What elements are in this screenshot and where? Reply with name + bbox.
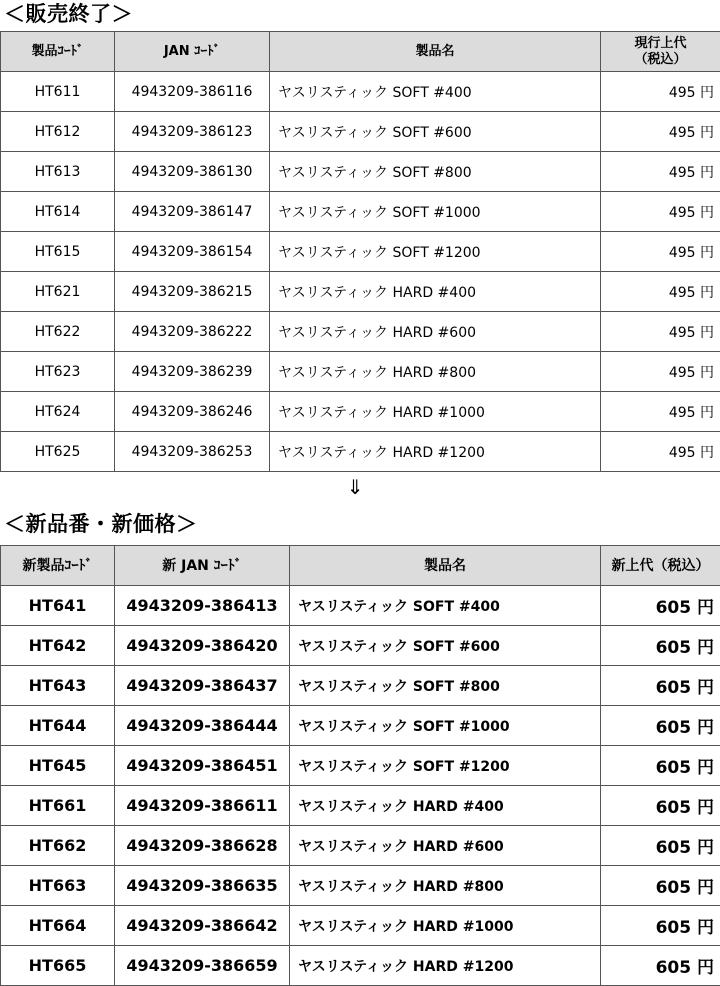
- jan-code-cell: 4943209-386147: [115, 192, 270, 232]
- product-name-cell: ヤスリスティック SOFT #400: [270, 72, 601, 112]
- product-code-cell: HT622: [1, 312, 115, 352]
- header-product-name: 製品名: [270, 32, 601, 72]
- table-row: [1, 706, 720, 746]
- product-name-cell: ヤスリスティック HARD #400: [270, 272, 601, 312]
- price-cell: 495 円: [601, 192, 720, 232]
- product-name-cell: ヤスリスティック HARD #1200: [290, 946, 601, 986]
- price-cell: 495 円: [601, 232, 720, 272]
- jan-code-cell: 4943209-386239: [115, 352, 270, 392]
- product-code-cell: HT644: [1, 706, 115, 746]
- product-code-cell: HT664: [1, 906, 115, 946]
- header-product-code: 製品ｺｰﾄﾞ: [1, 32, 115, 72]
- product-name-cell: ヤスリスティック HARD #1200: [270, 432, 601, 472]
- price-cell: 495 円: [601, 352, 720, 392]
- price-cell: 605 円: [601, 786, 720, 826]
- header-current-price: [601, 32, 720, 72]
- price-cell: 495 円: [601, 112, 720, 152]
- product-name-cell: ヤスリスティック HARD #800: [270, 352, 601, 392]
- jan-code-cell: 4943209-386628: [115, 826, 290, 866]
- discontinued-section-title: ＜販売終了＞: [4, 1, 133, 27]
- price-cell: 495 円: [601, 432, 720, 472]
- jan-code-cell: 4943209-386635: [115, 866, 290, 906]
- jan-code-cell: 4943209-386444: [115, 706, 290, 746]
- product-code-cell: HT615: [1, 232, 115, 272]
- jan-code-cell: 4943209-386420: [115, 626, 290, 666]
- table-row: [1, 946, 720, 986]
- price-cell: 495 円: [601, 392, 720, 432]
- table-row: [1, 112, 720, 152]
- price-cell: 605 円: [601, 826, 720, 866]
- price-cell: 605 円: [601, 946, 720, 986]
- product-name-cell: ヤスリスティック SOFT #800: [270, 152, 601, 192]
- header-new-jan-code: 新 JAN ｺｰﾄﾞ: [115, 546, 290, 586]
- product-code-cell: HT611: [1, 72, 115, 112]
- price-cell: 605 円: [601, 746, 720, 786]
- jan-code-cell: 4943209-386642: [115, 906, 290, 946]
- table-row: [1, 626, 720, 666]
- product-name-cell: ヤスリスティック SOFT #400: [290, 586, 601, 626]
- product-code-cell: HT625: [1, 432, 115, 472]
- jan-code-cell: 4943209-386246: [115, 392, 270, 432]
- product-code-cell: HT662: [1, 826, 115, 866]
- product-name-cell: ヤスリスティック SOFT #1000: [290, 706, 601, 746]
- price-cell: 605 円: [601, 586, 720, 626]
- table-row: [1, 432, 720, 472]
- jan-code-cell: 4943209-386253: [115, 432, 270, 472]
- product-name-cell: ヤスリスティック HARD #400: [290, 786, 601, 826]
- product-name-cell: ヤスリスティック SOFT #1200: [290, 746, 601, 786]
- product-code-cell: HT621: [1, 272, 115, 312]
- product-code-cell: HT645: [1, 746, 115, 786]
- product-code-cell: HT623: [1, 352, 115, 392]
- product-code-cell: HT613: [1, 152, 115, 192]
- jan-code-cell: 4943209-386659: [115, 946, 290, 986]
- table-header-row: [1, 546, 720, 586]
- jan-code-cell: 4943209-386123: [115, 112, 270, 152]
- price-cell: 495 円: [601, 312, 720, 352]
- new-products-section-title: ＜新品番・新価格＞: [4, 511, 198, 537]
- table-row: [1, 666, 720, 706]
- header-product-name: 製品名: [290, 546, 601, 586]
- product-name-cell: ヤスリスティック SOFT #800: [290, 666, 601, 706]
- jan-code-cell: 4943209-386611: [115, 786, 290, 826]
- table-row: [1, 352, 720, 392]
- table-row: [1, 866, 720, 906]
- product-code-cell: HT641: [1, 586, 115, 626]
- product-name-cell: ヤスリスティック SOFT #1200: [270, 232, 601, 272]
- product-name-cell: ヤスリスティック SOFT #600: [290, 626, 601, 666]
- table-row: [1, 152, 720, 192]
- jan-code-cell: 4943209-386451: [115, 746, 290, 786]
- jan-code-cell: 4943209-386116: [115, 72, 270, 112]
- header-jan-code: JAN ｺｰﾄﾞ: [115, 32, 270, 72]
- product-name-cell: ヤスリスティック HARD #600: [270, 312, 601, 352]
- table-row: [1, 746, 720, 786]
- table-row: [1, 72, 720, 112]
- price-cell: 605 円: [601, 666, 720, 706]
- table-row: [1, 586, 720, 626]
- table-row: [1, 826, 720, 866]
- jan-code-cell: 4943209-386130: [115, 152, 270, 192]
- product-name-cell: ヤスリスティック SOFT #1000: [270, 192, 601, 232]
- jan-code-cell: 4943209-386222: [115, 312, 270, 352]
- table-row: [1, 192, 720, 232]
- new-products-table: [0, 545, 720, 986]
- product-name-cell: ヤスリスティック HARD #800: [290, 866, 601, 906]
- table-row: [1, 786, 720, 826]
- price-cell: 495 円: [601, 72, 720, 112]
- jan-code-cell: 4943209-386215: [115, 272, 270, 312]
- price-cell: 605 円: [601, 906, 720, 946]
- product-name-cell: ヤスリスティック HARD #1000: [270, 392, 601, 432]
- product-code-cell: HT665: [1, 946, 115, 986]
- price-cell: 495 円: [601, 272, 720, 312]
- price-cell: 605 円: [601, 706, 720, 746]
- product-code-cell: HT663: [1, 866, 115, 906]
- price-cell: 605 円: [601, 626, 720, 666]
- product-code-cell: HT614: [1, 192, 115, 232]
- jan-code-cell: 4943209-386437: [115, 666, 290, 706]
- price-cell: 605 円: [601, 866, 720, 906]
- table-row: [1, 272, 720, 312]
- table-row: [1, 906, 720, 946]
- table-header-row: [1, 32, 720, 72]
- header-current-price-line2: （税込）: [634, 52, 686, 67]
- table-row: [1, 232, 720, 272]
- product-code-cell: HT624: [1, 392, 115, 432]
- price-cell: 495 円: [601, 152, 720, 192]
- product-name-cell: ヤスリスティック HARD #1000: [290, 906, 601, 946]
- product-code-cell: HT612: [1, 112, 115, 152]
- jan-code-cell: 4943209-386154: [115, 232, 270, 272]
- header-current-price-line1: 現行上代: [634, 36, 686, 51]
- product-code-cell: HT642: [1, 626, 115, 666]
- table-row: [1, 392, 720, 432]
- table-row: [1, 312, 720, 352]
- jan-code-cell: 4943209-386413: [115, 586, 290, 626]
- product-code-cell: HT661: [1, 786, 115, 826]
- product-name-cell: ヤスリスティック SOFT #600: [270, 112, 601, 152]
- header-new-product-code: 新製品ｺｰﾄﾞ: [1, 546, 115, 586]
- product-code-cell: HT643: [1, 666, 115, 706]
- down-arrow-icon: ⇓: [0, 474, 710, 500]
- discontinued-products-table: [0, 31, 720, 472]
- product-name-cell: ヤスリスティック HARD #600: [290, 826, 601, 866]
- header-new-price: 新上代（税込）: [601, 546, 720, 586]
